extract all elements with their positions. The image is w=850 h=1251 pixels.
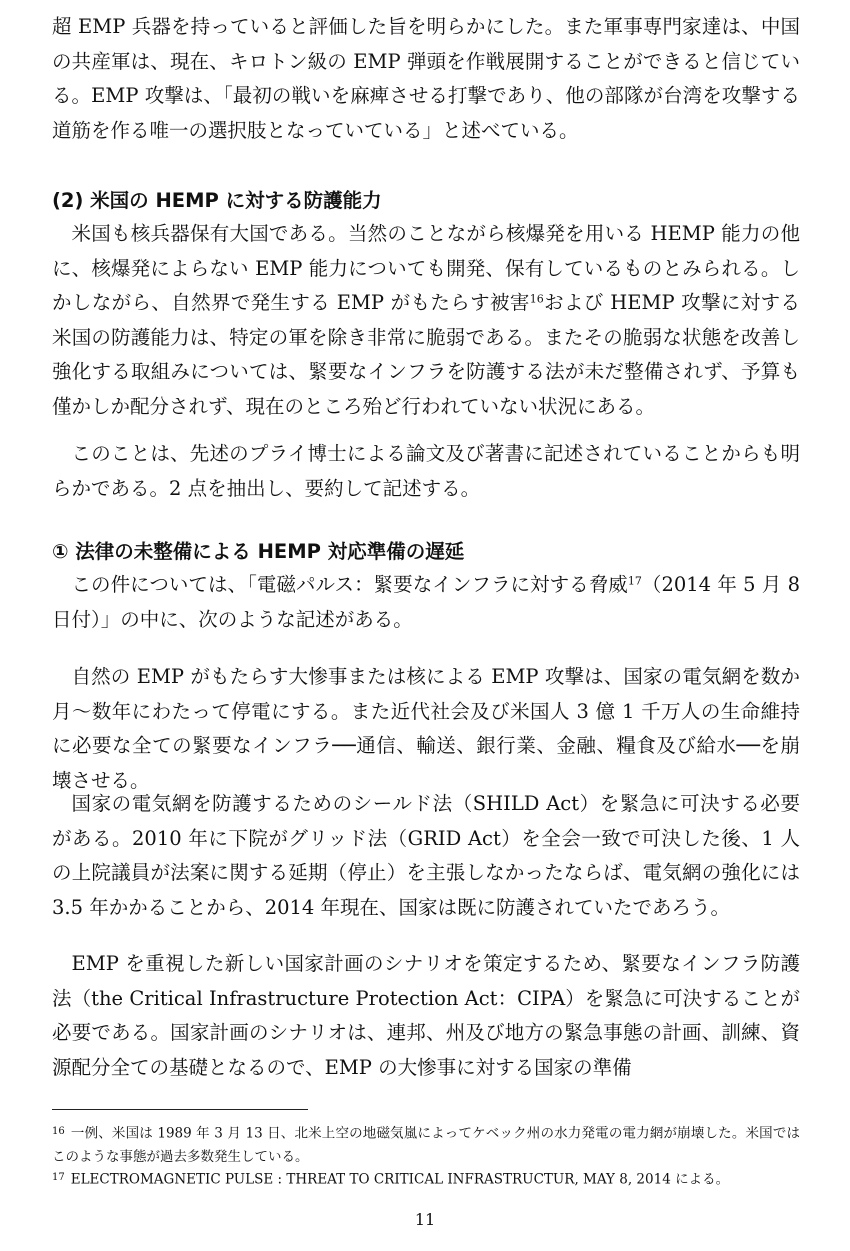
footnote-16 [52,1120,800,1169]
section2-paragraph-1-text-a: 米国も核兵器保有大国である。当然のことながら核爆発を用いる HEMP 能力の他に、核爆発によらない EMP 能力についても開発、保有しているものとみられる。しかしながら、自然界で発生する EMP がもたらす被害 [52,222,800,314]
subsection1-paragraph-1-text-a: この件については、「電磁パルス：緊要なインフラに対する脅威 [71,573,628,596]
subsection1-paragraph-1 [52,568,800,637]
footnote-17-text: ELECTROMAGNETIC PULSE : THREAT TO CRITICAL INFRASTRUCTUR, MAY 8, 2014 による。 [70,1171,730,1188]
page-number: 11 [414,1210,436,1229]
footnote-17-number: 17 [52,1172,65,1183]
footnote-ref-16[interactable]: 16 [529,292,544,306]
section2-paragraph-1 [52,217,800,424]
intro-paragraph: 超 EMP 兵器を持っていると評価した旨を明らかにした。また軍事専門家達は、中国の共産軍は、現在、キロトン級の EMP 弾頭を作戦展開することができると信じている。EMP 攻撃は、「最初の戦いを麻痺させる打撃であり、他の部隊が台湾を攻撃する道筋を作る唯一の選択肢となっていている」と述べている。 [52,15,800,142]
subsection1-paragraph-1-text-b: （2014 年 5 月 8 日付）」の中に、次のような記述がある。 [52,573,801,631]
quote-paragraph-3: EMP を重視した新しい国家計画のシナリオを策定するため、緊要なインフラ防護法（the Critical Infrastructure Protection Act：CIPA）を緊急に可決することが必要である。国家計画のシナリオは、連邦、州及び地方の緊急事態の計画、訓練、資源配分全ての基礎となるので、EMP の大惨事に対する国家の準備 [52,952,800,1079]
quote-paragraph-1: 自然の EMP がもたらす大惨事または核による EMP 攻撃は、国家の電気網を数か月～数年にわたって停電にする。また近代社会及び米国人 3 億 1 千万人の生命維持に必要な全ての緊要なインフラ──通信、輸送、銀行業、金融、糧食及び給水──を崩壊させる。 [52,665,800,792]
section-heading-us-hemp-protection: (2) 米国の HEMP に対する防護能力 [52,189,382,212]
footnote-17 [52,1166,800,1192]
quote-paragraph-2: 国家の電気網を防護するためのシールド法（SHILD Act）を緊急に可決する必要がある。2010 年に下院がグリッド法（GRID Act）を全会一致で可決した後、1 人の上院議員が法案に関する延期（停止）を主張しなかったならば、電気網の強化には 3.5 年かかることから、2014 年現在、国家は既に防護されていたであろう。 [52,792,800,919]
footnote-16-text: 一例、米国は 1989 年 3 月 13 日、北米上空の地磁気嵐によってケベック州の水力発電の電力網が崩壊した。米国ではこのような事態が過去多数発生している。 [52,1125,800,1165]
subsection-heading-legislation-delay: ① 法律の未整備による HEMP 対応準備の遅延 [52,540,465,563]
footnote-divider [52,1109,308,1110]
section2-paragraph-1-text-b: および HEMP 攻撃に対する米国の防護能力は、特定の軍を除き非常に脆弱である。またその脆弱な状態を改善し強化する取組みについては、緊要なインフラを防護する法が未だ整備されず、予算も僅かしか配分されず、現在のところ殆ど行われていない状況にある。 [52,291,800,418]
footnote-16-number: 16 [52,1126,65,1137]
footnote-ref-17[interactable]: 17 [627,574,642,588]
section2-paragraph-2: このことは、先述のプライ博士による論文及び著書に記述されていることからも明らかである。2 点を抽出し、要約して記述する。 [52,442,800,500]
